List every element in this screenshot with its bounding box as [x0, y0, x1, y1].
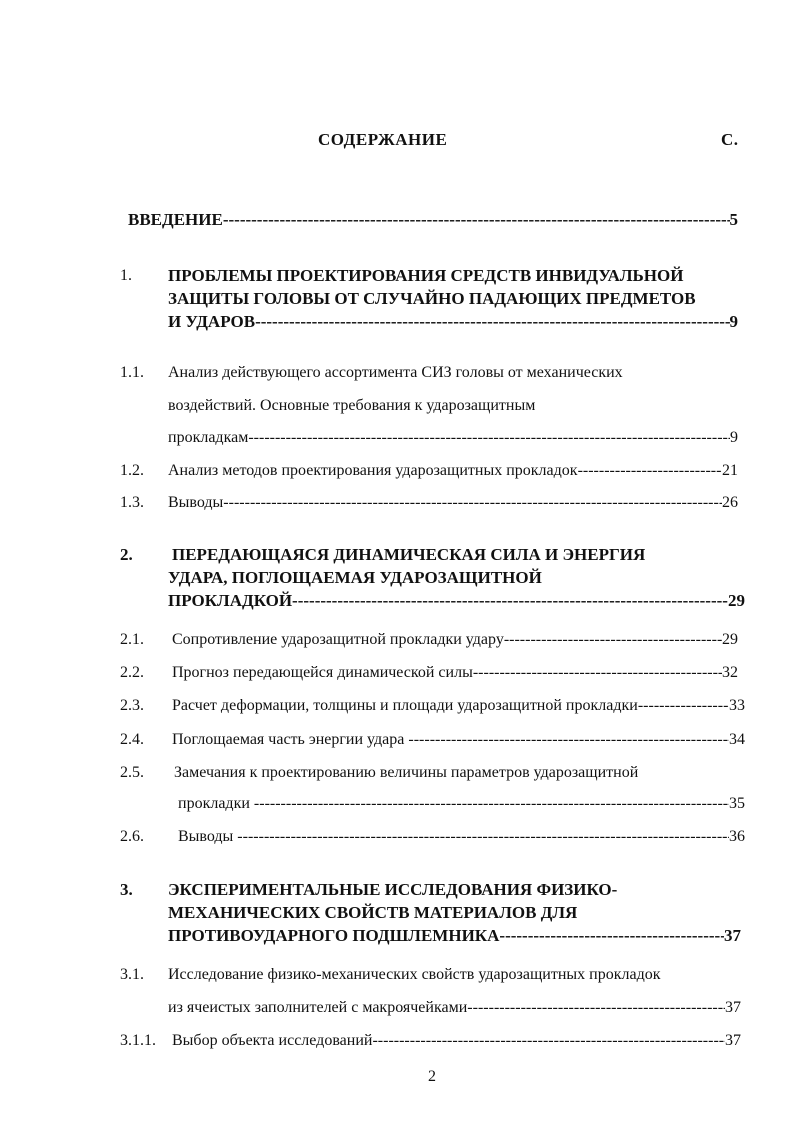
toc-entry-2-2[interactable]: [172, 664, 738, 682]
toc-entry-line: прокладкам: [168, 429, 249, 446]
toc-page-number: 9: [729, 312, 738, 331]
toc-page-number: 35: [729, 795, 745, 812]
toc-entry-text: Поглощаемая часть энергии удара: [172, 731, 409, 748]
leader-dots: [255, 312, 729, 332]
toc-page-number: 26: [722, 494, 738, 511]
toc-heading-line: УДАРА, ПОГЛОЩАЕМАЯ УДАРОЗАЩИТНОЙ: [168, 568, 542, 587]
leader-dots: [248, 429, 730, 447]
toc-heading-line: ПРОТИВОУДАРНОГО ПОДШЛЕМНИКА: [168, 926, 500, 945]
toc-number: 2.4.: [120, 731, 144, 748]
leader-dots: [467, 999, 725, 1017]
toc-page-number: 21: [722, 462, 738, 479]
toc-entry-line: из ячеистых заполнителей с макроячейками: [168, 999, 468, 1016]
leader-dots: [223, 494, 722, 512]
leader-dots: [372, 1032, 725, 1050]
toc-page-number: 29: [722, 631, 738, 648]
page-title: СОДЕРЖАНИЕ: [318, 130, 448, 149]
toc-page-number: 5: [729, 210, 738, 229]
toc-entry-text: Анализ методов проектирования ударозащитных прокладок: [168, 462, 578, 479]
toc-page-number: 37: [725, 1032, 741, 1049]
leader-dots: [473, 664, 722, 682]
toc-number: 2.5.: [120, 764, 144, 781]
toc-heading-line: ПЕРЕДАЮЩАЯСЯ ДИНАМИЧЕСКАЯ СИЛА И ЭНЕРГИЯ: [172, 545, 646, 564]
toc-entry-line: воздействий. Основные требования к ударозащитным: [168, 397, 536, 414]
toc-entry-line: Анализ действующего ассортимента СИЗ головы от механических: [168, 364, 623, 381]
leader-dots: [292, 591, 728, 611]
toc-entry-introduction[interactable]: [128, 210, 738, 230]
toc-number: 2.2.: [120, 664, 144, 681]
leader-dots: [254, 795, 729, 813]
toc-number: 2.: [120, 545, 133, 564]
toc-number: 1.3.: [120, 494, 144, 511]
toc-entry-text: Расчет деформации, толщины и площади ударозащитной прокладки: [172, 697, 638, 714]
toc-entry-text: ВВЕДЕНИЕ: [128, 210, 223, 229]
leader-dots: [237, 828, 729, 846]
toc-number: 3.1.1.: [120, 1032, 156, 1049]
toc-number: 3.1.: [120, 966, 144, 983]
toc-entry-1-2[interactable]: [168, 462, 738, 480]
toc-heading-line: И УДАРОВ: [168, 312, 256, 331]
toc-entry-1-3[interactable]: [168, 494, 738, 512]
toc-number: 1.2.: [120, 462, 144, 479]
toc-entry-chapter-2[interactable]: [168, 591, 745, 611]
toc-number: 2.6.: [120, 828, 144, 845]
toc-number: 2.3.: [120, 697, 144, 714]
leader-dots: [499, 926, 724, 946]
toc-entry-2-3[interactable]: [172, 697, 745, 715]
toc-number: 3.: [120, 880, 133, 899]
toc-page-number: 9: [730, 429, 738, 446]
toc-entry-text: Выбор объекта исследований: [172, 1032, 373, 1049]
leader-dots: [223, 210, 730, 230]
leader-dots: [578, 462, 722, 480]
toc-heading-line: ЭКСПЕРИМЕНТАЛЬНЫЕ ИССЛЕДОВАНИЯ ФИЗИКО-: [168, 880, 618, 899]
toc-entry-2-6[interactable]: [178, 828, 745, 846]
page-column-label: С.: [721, 130, 739, 149]
toc-heading-line: ПРОБЛЕМЫ ПРОЕКТИРОВАНИЯ СРЕДСТВ ИНВИДУАЛЬНОЙ: [168, 266, 684, 285]
toc-entry-2-1[interactable]: [172, 631, 738, 649]
toc-page-number: 37: [725, 999, 741, 1016]
toc-page-number: 34: [729, 731, 745, 748]
toc-page-number: 32: [722, 664, 738, 681]
toc-heading-line: ПРОКЛАДКОЙ: [168, 591, 293, 610]
toc-number: 2.1.: [120, 631, 144, 648]
toc-heading-line: ЗАЩИТЫ ГОЛОВЫ ОТ СЛУЧАЙНО ПАДАЮЩИХ ПРЕДМЕТОВ: [168, 289, 696, 308]
toc-page-number: 29: [728, 591, 745, 610]
toc-entry-line: прокладки: [178, 795, 254, 812]
toc-entry-text: Прогноз передающейся динамической силы: [172, 664, 473, 681]
toc-entry-chapter-3[interactable]: [168, 926, 741, 946]
toc-number: 1.: [120, 267, 132, 284]
toc-page-number: 33: [729, 697, 745, 714]
toc-entry-text: Выводы: [168, 494, 224, 511]
toc-entry-text: Выводы: [178, 828, 238, 845]
toc-entry-line: Замечания к проектированию величины параметров ударозащитной: [174, 764, 639, 781]
toc-entry-text: Сопротивление ударозащитной прокладки удару: [172, 631, 504, 648]
toc-entry-1-1[interactable]: [168, 429, 738, 447]
toc-entry-2-5[interactable]: [178, 795, 745, 813]
leader-dots: [638, 697, 729, 715]
toc-entry-3-1[interactable]: [168, 999, 741, 1017]
leader-dots: [408, 731, 729, 749]
toc-entry-chapter-1[interactable]: [168, 312, 738, 332]
toc-entry-3-1-1[interactable]: [172, 1032, 741, 1050]
toc-number: 1.1.: [120, 364, 144, 381]
toc-entry-line: Исследование физико-механических свойств ударозащитных прокладок: [168, 966, 661, 983]
toc-heading-line: МЕХАНИЧЕСКИХ СВОЙСТВ МАТЕРИАЛОВ ДЛЯ: [168, 903, 578, 922]
toc-entry-2-4[interactable]: [172, 731, 745, 749]
leader-dots: [504, 631, 722, 649]
toc-page-number: 36: [729, 828, 745, 845]
toc-page-number: 37: [724, 926, 741, 945]
page-number: 2: [428, 1068, 436, 1085]
